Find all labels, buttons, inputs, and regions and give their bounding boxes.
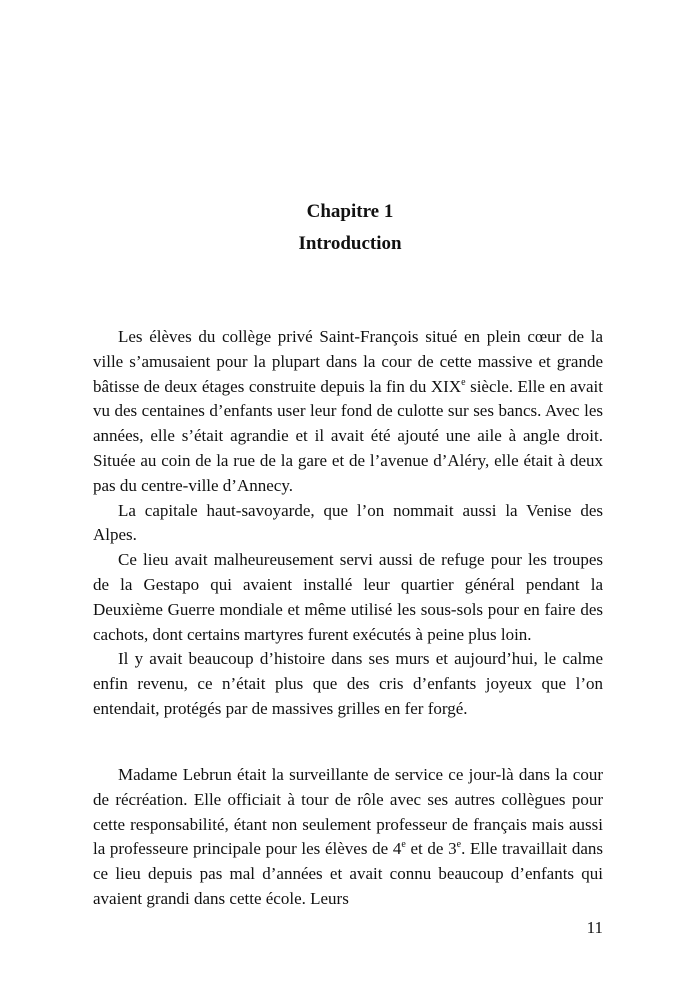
paragraph-madame-lebrun: Madame Lebrun était la surveillante de service ce jour-là dans la cour de récréation. Elle officiait à tour de rôle avec ses autres collègues pour cette responsabilité, étant non seulement professeur de français mais aussi la professeure principale pour les élèves de 4e et de 3e. Elle travaillait dans ce lieu depuis pas mal d’années et avait connu beaucoup d’enfants qui avaient grandi dans cette école. Leurs <box>93 765 603 908</box>
superscript-e: e <box>456 839 462 851</box>
superscript-e: e <box>401 839 406 851</box>
paragraph-college: Les élèves du collège privé Saint-François situé en plein cœur de la ville s’amusaient pour la plupart dans la cour de cette massive et grande bâtisse de deux étages construite depuis la fin du XIXe siècle. Elle en avait vu des centaines d’enfants user leur fond de culotte sur ses bancs. Avec les années, elle s’était agrandie et il avait été ajouté une aile à angle droit. Située au coin de la rue de la gare et de l’avenue d’Aléry, elle était à deux pas du centre-ville d’Annecy. <box>93 327 603 495</box>
text-block-first-section <box>93 325 603 722</box>
paragraph-capitale: La capitale haut-savoyarde, que l’on nommait aussi la Venise des Alpes. <box>93 500 603 545</box>
page-number: 11 <box>586 918 603 937</box>
chapter-title: Introduction <box>298 233 402 254</box>
paragraph-gestapo: Ce lieu avait malheureusement servi aussi de refuge pour les troupes de la Gestapo qui avaient installé leur quartier général pendant la Deuxième Guerre mondiale et même utilisé les sous-sols pour en faire des cachots, dont certains martyres furent exécutés à peine plus loin. <box>93 550 603 644</box>
chapter-number: Chapitre 1 <box>306 201 394 222</box>
text-block-second-section <box>93 763 603 912</box>
chapter-heading <box>0 196 700 260</box>
superscript-e: e <box>461 376 466 388</box>
paragraph-histoire: Il y avait beaucoup d’histoire dans ses murs et aujourd’hui, le calme enfin revenu, ce n’était plus que des cris d’enfants joyeux que l’on entendait, protégés par de massives grilles en fer forgé. <box>93 649 603 718</box>
